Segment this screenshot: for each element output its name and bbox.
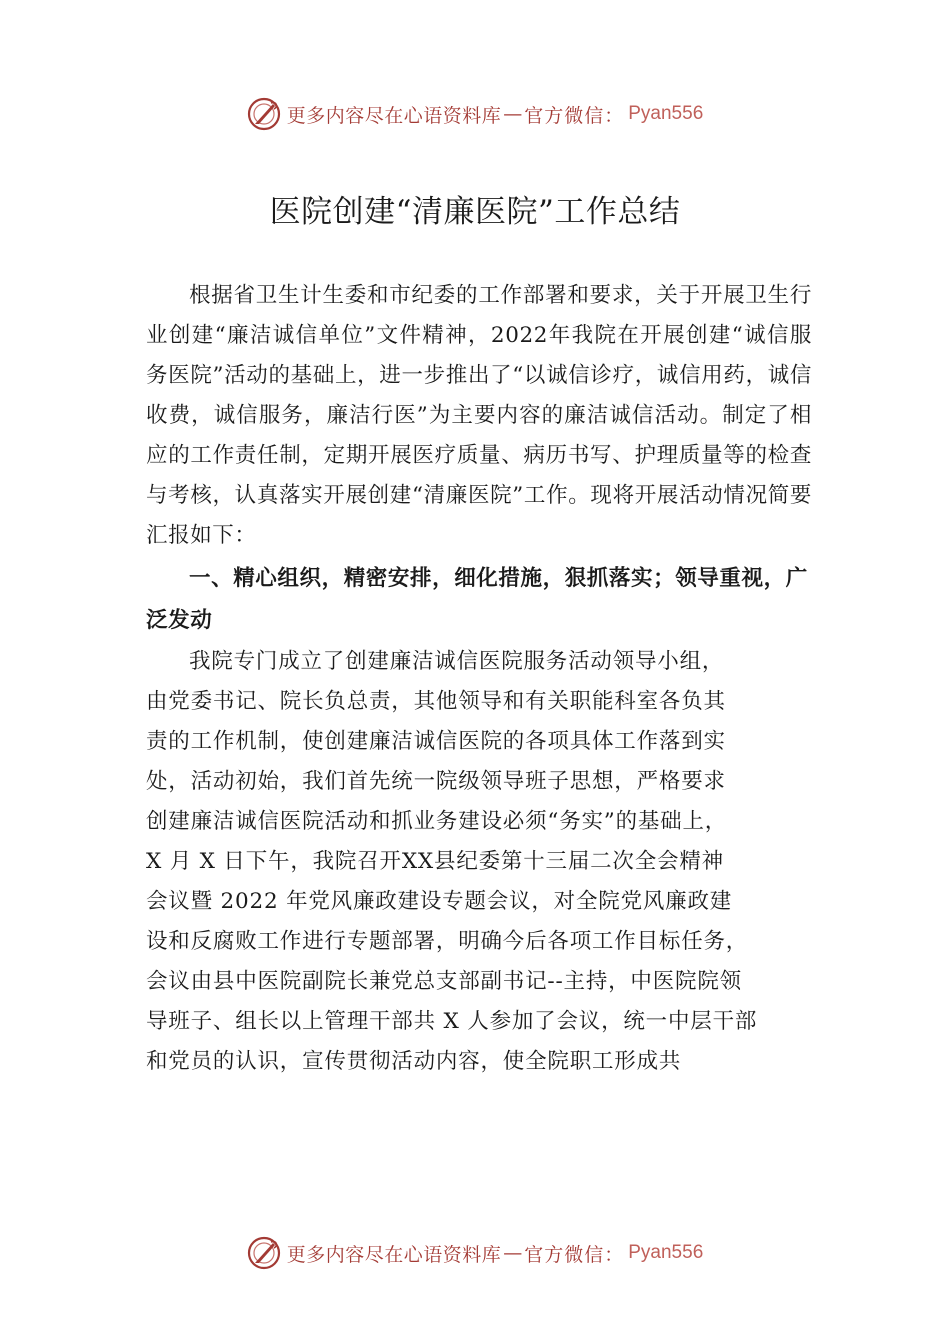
quill-logo-icon — [247, 1236, 281, 1270]
section-body — [146, 642, 812, 1082]
header-separator: — — [503, 103, 523, 125]
section-heading: 一、精心组织，精密安排，细化措施，狠抓落实；领导重视，广泛发动 — [146, 566, 808, 633]
section-line: 处，活动初始，我们首先统一院级领导班子思想，严格要求 — [146, 769, 726, 794]
section-line: X 月 X 日下午，我院召开XX县纪委第十三届二次全会精神 — [146, 849, 724, 874]
section-line: 会议由县中医院副院长兼党总支部副书记--主持，中医院院领 — [146, 969, 742, 994]
footer-banner — [0, 1233, 950, 1273]
section-line: 我院专门成立了创建廉洁诚信医院服务活动领导小组， — [189, 649, 725, 674]
section-line: 会议暨 2022 年党风廉政建设专题会议，对全院党风廉政建 — [146, 889, 733, 914]
footer-wechat-label: 官方微信： — [524, 1243, 625, 1266]
quill-logo-icon — [247, 97, 281, 131]
header-wechat-id: Pyan556 — [628, 103, 704, 124]
document-body — [146, 276, 812, 1082]
header-banner — [0, 94, 950, 134]
header-wechat-label: 官方微信： — [524, 104, 625, 127]
section-line: 和党员的认识，宣传贯彻活动内容，使全院职工形成共 — [146, 1049, 682, 1074]
footer-separator: — — [503, 1242, 523, 1264]
header-banner-text: 更多内容尽在心语资料库 — [286, 104, 502, 127]
section-line: 由党委书记、院长负总责，其他领导和有关职能科室各负其 — [146, 689, 726, 714]
section-line: 导班子、组长以上管理干部共 X 人参加了会议，统一中层干部 — [146, 1009, 758, 1034]
footer-wechat-id: Pyan556 — [628, 1242, 704, 1263]
intro-paragraph: 根据省卫生计生委和市纪委的工作部署和要求，关于开展卫生行业创建“廉洁诚信单位”文件精神，2022年我院在开展创建“诚信服务医院”活动的基础上，进一步推出了“以诚信诊疗，诚信用药，诚信收费，诚信服务，廉洁行医”为主要内容的廉洁诚信活动。制定了相应的工作责任制，定期开展医疗质量、病历书写、护理质量等的检查与考核，认真落实开展创建“清廉医院”工作。现将开展活动情况简要汇报如下： — [146, 283, 812, 548]
section-line: 责的工作机制，使创建廉洁诚信医院的各项具体工作落到实 — [146, 729, 726, 754]
document-title: 医院创建“清廉医院”工作总结 — [269, 194, 681, 230]
section-line: 设和反腐败工作进行专题部署，明确今后各项工作目标任务， — [146, 929, 749, 954]
footer-banner-text: 更多内容尽在心语资料库 — [286, 1243, 502, 1266]
section-line: 创建廉洁诚信医院活动和抓业务建设必须“务实”的基础上， — [146, 809, 728, 834]
